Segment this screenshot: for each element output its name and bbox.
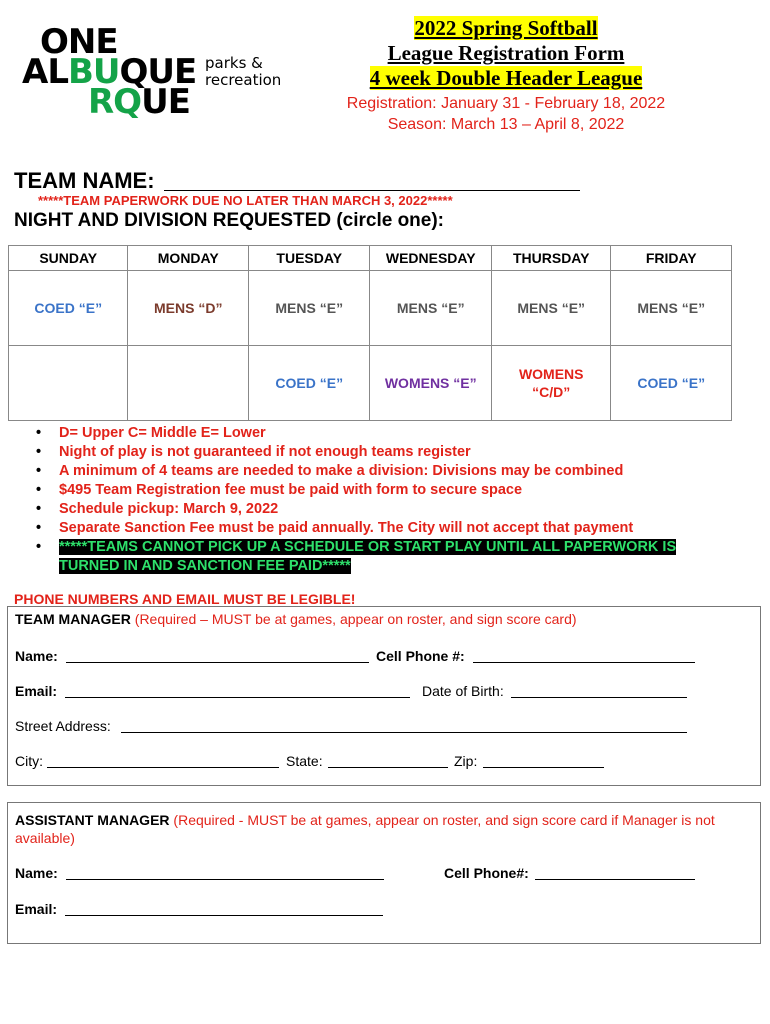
manager-cell-field[interactable] bbox=[473, 648, 695, 663]
note-text: D= Upper C= Middle E= Lower bbox=[59, 425, 266, 441]
note-text: A minimum of 4 teams are needed to make a division: Divisions may be combined bbox=[59, 463, 624, 479]
manager-zip-label: Zip: bbox=[454, 753, 478, 769]
division-option[interactable]: MENS “E” bbox=[491, 271, 610, 346]
list-item: • D= Upper C= Middle E= Lower bbox=[36, 425, 266, 441]
logo-line-2: ALBUQUE bbox=[22, 52, 197, 92]
header-title-1: 2022 Spring Softball bbox=[414, 16, 598, 40]
team-name-label: TEAM NAME: bbox=[14, 168, 155, 193]
manager-zip-field[interactable] bbox=[483, 753, 604, 768]
team-name-field[interactable] bbox=[164, 171, 580, 191]
manager-name-label: Name: bbox=[15, 648, 58, 664]
day-thursday: THURSDAY bbox=[491, 246, 610, 271]
manager-street-label: Street Address: bbox=[15, 718, 111, 734]
header-title-2: League Registration Form bbox=[387, 41, 625, 65]
day-sunday: SUNDAY bbox=[9, 246, 128, 271]
division-option[interactable]: MENS “E” bbox=[370, 271, 492, 346]
division-option[interactable] bbox=[491, 346, 610, 421]
day-friday: FRIDAY bbox=[611, 246, 732, 271]
night-division-heading: NIGHT AND DIVISION REQUESTED (circle one): bbox=[14, 210, 445, 231]
day-monday: MONDAY bbox=[128, 246, 249, 271]
logo-sub-2: recreation bbox=[205, 71, 282, 89]
manager-dob-label: Date of Birth: bbox=[422, 683, 504, 699]
empty-cell bbox=[128, 346, 249, 421]
womens-cd-label: WOMENS “C/D” bbox=[518, 366, 584, 400]
list-item: • Schedule pickup: March 9, 2022 bbox=[36, 501, 279, 517]
division-option[interactable]: MENS “E” bbox=[611, 271, 732, 346]
day-wednesday: WEDNESDAY bbox=[370, 246, 492, 271]
team-manager-heading bbox=[15, 611, 577, 627]
division-option[interactable]: COED “E” bbox=[9, 271, 128, 346]
legible-warning: PHONE NUMBERS AND EMAIL MUST BE LEGIBLE! bbox=[14, 591, 356, 607]
list-item: • Separate Sanction Fee must be paid annually. The City will not accept that payment bbox=[36, 520, 634, 536]
schedule-table bbox=[8, 245, 732, 421]
manager-state-label: State: bbox=[286, 753, 323, 769]
assistant-cell-field[interactable] bbox=[535, 865, 695, 880]
note-text: Schedule pickup: March 9, 2022 bbox=[59, 501, 279, 517]
manager-state-field[interactable] bbox=[328, 753, 448, 768]
assistant-name-field[interactable] bbox=[66, 865, 384, 880]
notes-list bbox=[14, 424, 734, 576]
season-dates: Season: March 13 – April 8, 2022 bbox=[387, 116, 625, 133]
logo-sub-1: parks & bbox=[205, 54, 263, 72]
note-text: $495 Team Registration fee must be paid with form to secure space bbox=[59, 482, 523, 498]
assistant-manager-note: (Required - MUST be at games, appear on roster, and sign score card if Manager is not available) bbox=[15, 812, 715, 846]
list-item: • *****TEAMS CANNOT PICK UP A SCHEDULE OR START PLAY UNTIL ALL PAPERWORK IS TURNED IN AND SANCTION FEE PAID***** bbox=[36, 539, 677, 574]
division-option[interactable]: WOMENS “E” bbox=[370, 346, 492, 421]
note-text: Separate Sanction Fee must be paid annually. The City will not accept that payment bbox=[59, 520, 634, 536]
manager-dob-field[interactable] bbox=[511, 683, 687, 698]
assistant-manager-section bbox=[7, 802, 761, 944]
logo bbox=[22, 22, 292, 122]
team-manager-section bbox=[7, 606, 761, 786]
assistant-cell-label: Cell Phone#: bbox=[444, 865, 529, 881]
manager-city-label: City: bbox=[15, 753, 43, 769]
team-manager-note: (Required – MUST be at games, appear on roster, and sign score card) bbox=[134, 611, 577, 627]
manager-street-field[interactable] bbox=[121, 718, 687, 733]
form-header bbox=[320, 16, 692, 135]
assistant-email-label: Email: bbox=[15, 901, 58, 917]
manager-email-label: Email: bbox=[15, 683, 58, 699]
registration-dates: Registration: January 31 - February 18, 2022 bbox=[346, 95, 666, 112]
warning-banner: *****TEAMS CANNOT PICK UP A SCHEDULE OR START PLAY UNTIL ALL PAPERWORK IS TURNED IN AND SANCTION FEE PAID***** bbox=[59, 539, 677, 574]
division-option[interactable]: MENS “D” bbox=[128, 271, 249, 346]
manager-cell-label: Cell Phone #: bbox=[376, 648, 465, 664]
assistant-name-label: Name: bbox=[15, 865, 58, 881]
manager-city-field[interactable] bbox=[47, 753, 279, 768]
assistant-email-field[interactable] bbox=[65, 901, 383, 916]
division-option[interactable]: COED “E” bbox=[611, 346, 732, 421]
manager-email-field[interactable] bbox=[65, 683, 410, 698]
division-option[interactable]: COED “E” bbox=[248, 346, 370, 421]
day-tuesday: TUESDAY bbox=[248, 246, 370, 271]
logo-line-1: ONE bbox=[40, 22, 118, 62]
list-item: • Night of play is not guaranteed if not enough teams register bbox=[36, 444, 471, 460]
assistant-manager-heading bbox=[15, 811, 750, 847]
list-item: • $495 Team Registration fee must be paid with form to secure space bbox=[36, 482, 523, 498]
manager-name-field[interactable] bbox=[66, 648, 369, 663]
division-option[interactable]: MENS “E” bbox=[248, 271, 370, 346]
list-item: • A minimum of 4 teams are needed to make a division: Divisions may be combined bbox=[36, 463, 624, 479]
assistant-manager-title: ASSISTANT MANAGER bbox=[15, 812, 170, 828]
logo-line-3: RQUE bbox=[88, 82, 190, 122]
note-text: Night of play is not guaranteed if not enough teams register bbox=[59, 444, 471, 460]
paperwork-deadline: *****TEAM PAPERWORK DUE NO LATER THAN MARCH 3, 2022***** bbox=[38, 193, 453, 208]
team-manager-title: TEAM MANAGER bbox=[15, 611, 131, 627]
header-title-3: 4 week Double Header League bbox=[369, 66, 643, 90]
empty-cell bbox=[9, 346, 128, 421]
